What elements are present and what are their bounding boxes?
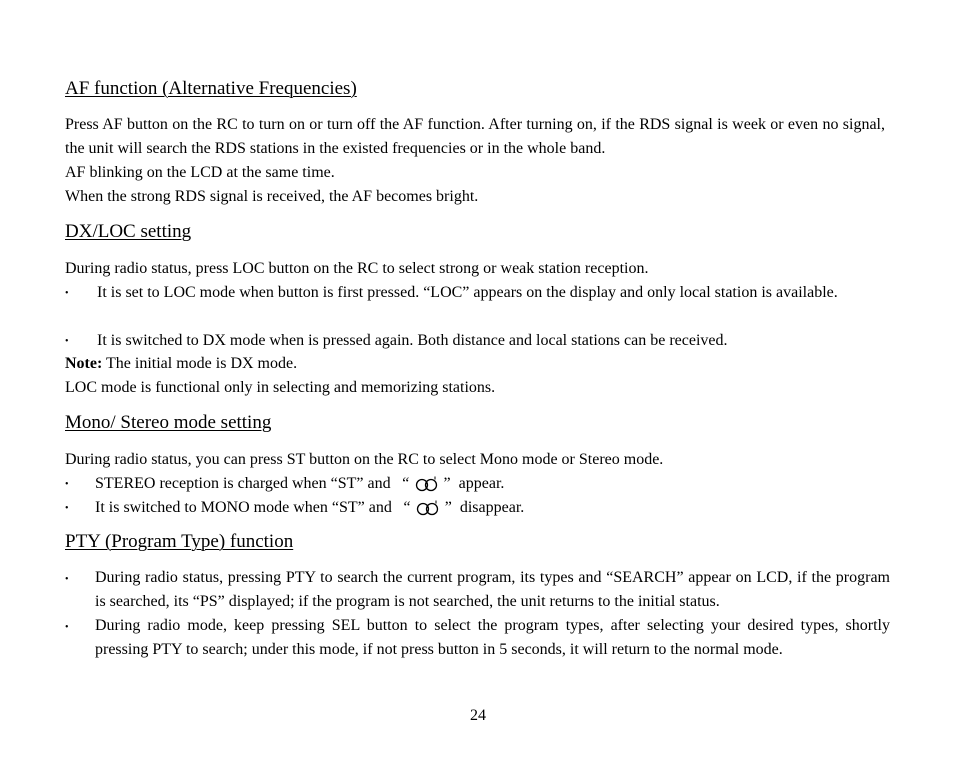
stereo-bullet-2-end: disappear. (459, 499, 525, 516)
stereo-bullet-2-text: It is switched to MONO mode when “ST” and (95, 499, 392, 516)
dxloc-bullet-1: It is set to LOC mode when button is first pressed. “LOC” appears on the display and only local station is available. (97, 284, 838, 301)
dxloc-note (65, 354, 297, 374)
af-paragraph-2: AF blinking on the LCD at the same time. (65, 164, 335, 181)
stereo-heading: Mono/ Stereo mode setting (65, 412, 272, 433)
pty-bullet-1: During radio status, pressing PTY to search the current program, its types and “SEARCH” appear on LCD, if the program is searched, its “PS” displayed; if the program is not searched, the unit returns to the initial status. (95, 569, 890, 610)
page-number: 24 (470, 707, 486, 724)
quote-close: ” (443, 475, 451, 492)
bullet-marker: • (65, 288, 69, 299)
note-text: The initial mode is DX mode. (102, 355, 298, 372)
bullet-marker: • (65, 479, 69, 490)
bullet-marker: • (65, 336, 69, 347)
manual-page (65, 0, 891, 781)
dxloc-intro: During radio status, press LOC button on the RC to select strong or weak station reception. (65, 260, 649, 277)
quote-open: “ (400, 475, 410, 492)
dxloc-note-2: LOC mode is functional only in selecting and memorizing stations. (65, 379, 496, 396)
stereo-bullet-1-end: appear. (458, 475, 505, 492)
stereo-bullet-1 (95, 474, 504, 494)
quote-open: “ (401, 499, 411, 516)
stereo-intro: During radio status, you can press ST button on the RC to select Mono mode or Stereo mode. (65, 451, 664, 468)
pty-bullet-2: During radio mode, keep pressing SEL button to select the program types, after selecting your desired types, shortly pressing PTY to search; under this mode, if not press button in 5 seconds, it will return to the normal mode. (95, 617, 890, 658)
bullet-marker: • (65, 622, 69, 633)
pty-heading: PTY (Program Type) function (65, 531, 294, 552)
af-paragraph-1: Press AF button on the RC to turn on or turn off the AF function. After turning on, if the RDS signal is week or even no signal, the unit will search the RDS stations in the existed frequencies or in the whole band. (65, 116, 885, 157)
quote-close: ” (444, 499, 452, 516)
bullet-marker: • (65, 503, 69, 514)
note-label: Note: (65, 355, 103, 372)
stereo-bullet-2 (95, 498, 524, 518)
stereo-bullet-1-text: STEREO reception is charged when “ST” and (95, 475, 391, 492)
bullet-marker: • (65, 574, 69, 585)
af-paragraph-3: When the strong RDS signal is received, the AF becomes bright. (65, 188, 479, 205)
stereo-symbol-icon (413, 500, 443, 516)
dxloc-bullet-2: It is switched to DX mode when is pressed again. Both distance and local stations can be received. (97, 332, 728, 349)
af-heading: AF function (Alternative Frequencies) (65, 78, 357, 99)
stereo-symbol-icon (412, 476, 442, 492)
dxloc-heading: DX/LOC setting (65, 221, 192, 242)
